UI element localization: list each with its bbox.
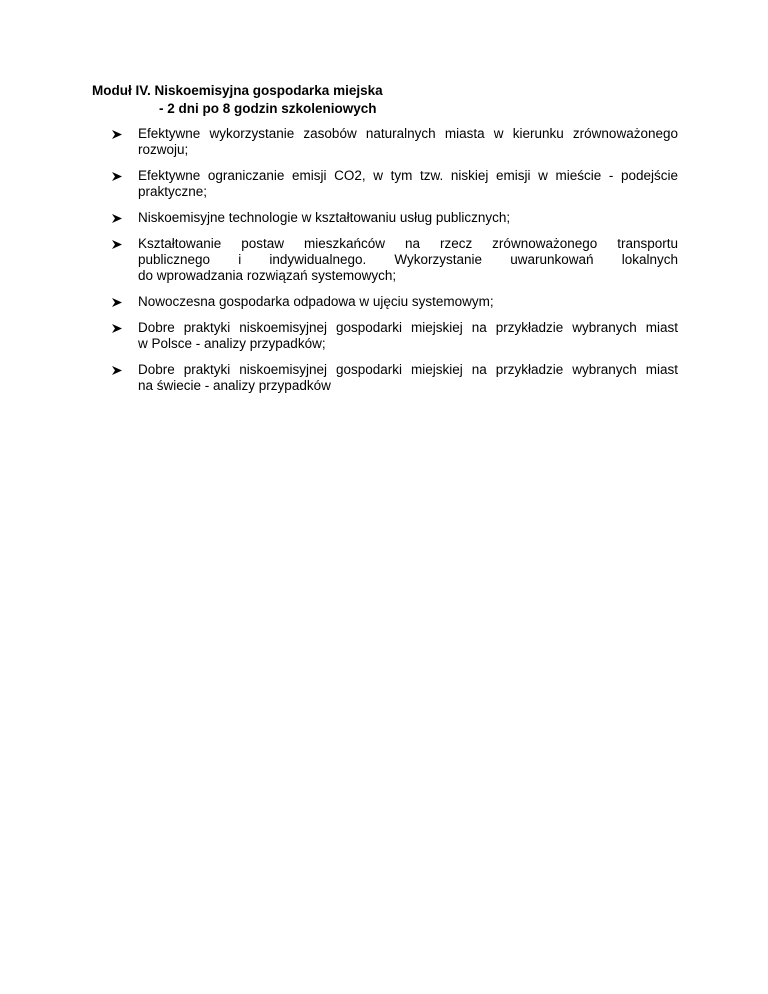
topic-item [112,362,678,394]
topic-item [112,236,678,284]
arrowhead-bullet-icon [112,172,122,181]
topic-item-line: do wprowadzania rozwiązań systemowych; [138,268,397,283]
topic-item-line: Kształtowanie postaw mieszkańców na rzecz zrównoważonego transportu [138,236,678,251]
topic-item-line: w Polsce - analizy przypadków; [138,336,326,351]
module-title-line-2: - 2 dni po 8 godzin szkoleniowych [159,101,377,116]
arrowhead-bullet-icon [112,240,122,249]
topic-item-line: Dobre praktyki niskoemisyjnej gospodarki miejskiej na przykładzie wybranych miast [138,320,678,335]
topic-item-text [138,236,678,284]
topic-item [112,320,678,352]
topic-item-line: Dobre praktyki niskoemisyjnej gospodarki miejskiej na przykładzie wybranych miast [138,362,678,377]
topic-item-line: rozwoju; [138,142,189,157]
topic-item [112,168,678,200]
topic-item-line: Efektywne ograniczanie emisji CO2, w tym tzw. niskiej emisji w mieście - podejście [138,168,678,183]
topic-item-text [138,294,678,310]
topic-item-text [138,320,678,352]
arrowhead-bullet-icon [112,214,122,223]
topic-item-line: Efektywne wykorzystanie zasobów naturalnych miasta w kierunku zrównoważonego [138,126,678,141]
arrowhead-bullet-icon [112,366,122,375]
topic-item-line: praktyczne; [138,184,208,199]
topic-item [112,294,678,310]
topic-item-line: Nowoczesna gospodarka odpadowa w ujęciu systemowym; [138,294,494,309]
arrowhead-bullet-icon [112,130,122,139]
topic-item-text [138,210,678,226]
module-title [92,82,383,118]
arrowhead-bullet-icon [112,324,122,333]
topic-item-text [138,362,678,394]
module-title-line-1: Moduł IV. Niskoemisyjna gospodarka miejska [92,83,383,98]
topic-item-line: publicznego i indywidualnego. Wykorzystanie uwarunkowań lokalnych [138,252,678,267]
topic-list [112,126,678,404]
topic-item [112,210,678,226]
topic-item-line: Niskoemisyjne technologie w kształtowaniu usług publicznych; [138,210,511,225]
arrowhead-bullet-icon [112,298,122,307]
topic-item-text [138,126,678,158]
topic-item-line: na świecie - analizy przypadków [138,378,331,393]
topic-item-text [138,168,678,200]
topic-item [112,126,678,158]
